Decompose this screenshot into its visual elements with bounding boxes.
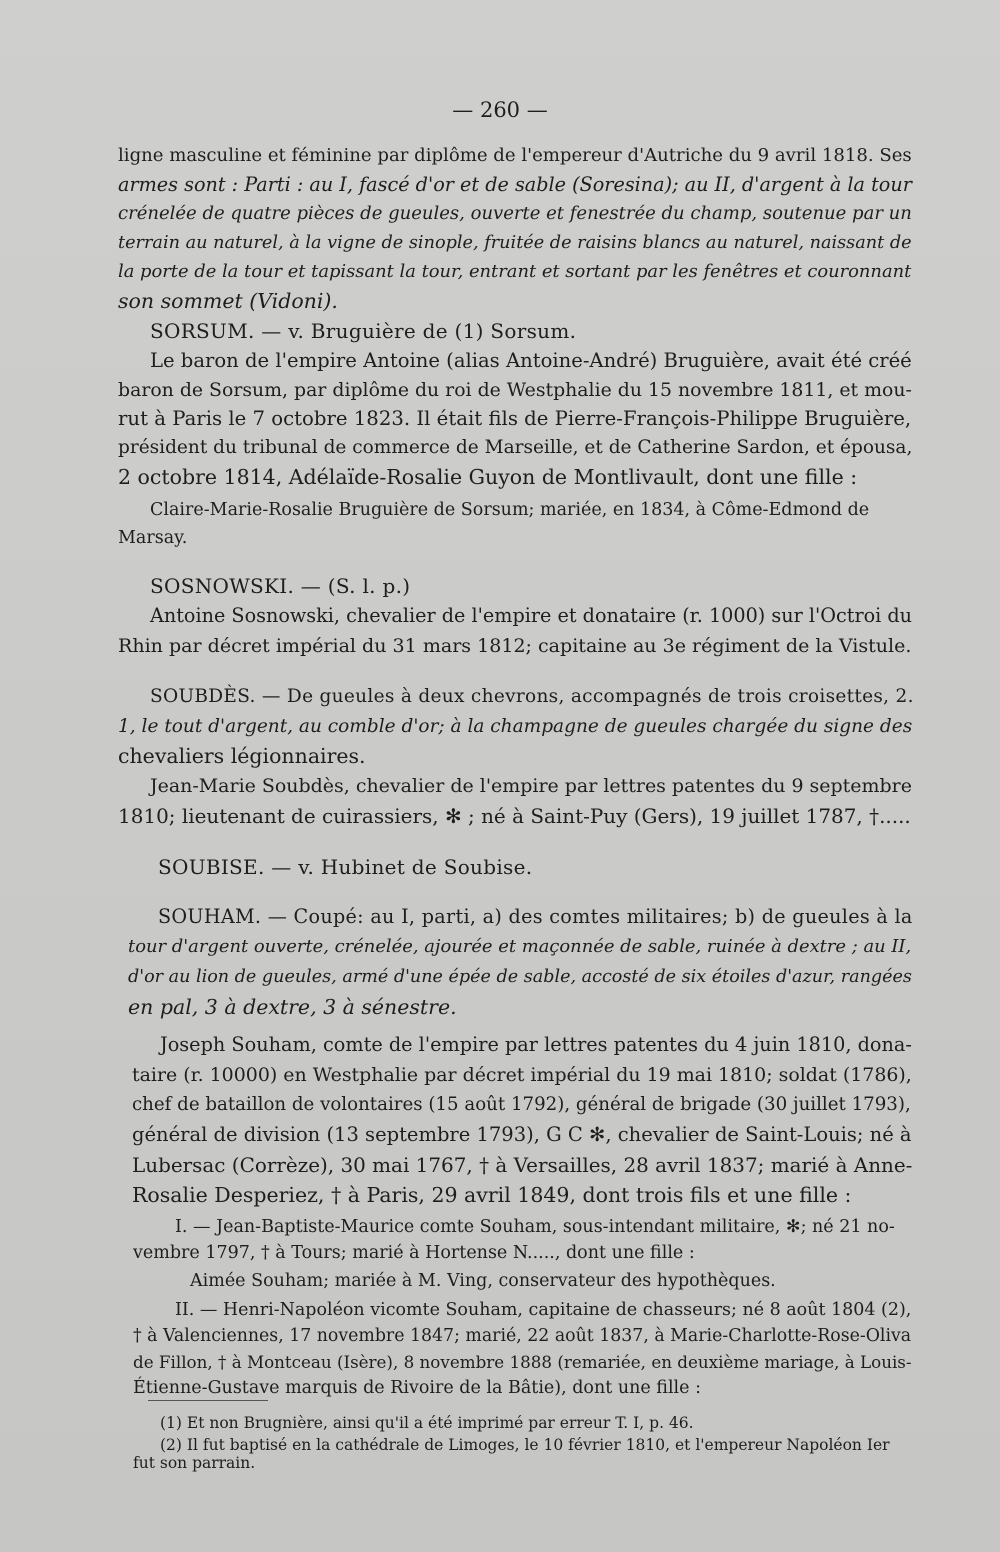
text-line: 2 octobre 1814, Adélaïde-Rosalie Guyon de Montlivault, dont une fille :	[118, 465, 858, 489]
text-line: Jean-Marie Soubdès, chevalier de l'empire par lettres patentes du 9 septembre	[150, 775, 912, 797]
text-line: 1810; lieutenant de cuirassiers, ✻ ; né à Saint-Puy (Gers), 19 juillet 1787, †.....	[118, 804, 911, 828]
text-line: en pal, 3 à dextre, 3 à sénestre.	[128, 995, 457, 1019]
text-line: Marsay.	[118, 528, 188, 548]
footnote: (2) Il fut baptisé en la cathédrale de Limoges, le 10 février 1810, et l'empereur Napoléon Ier	[160, 1436, 890, 1454]
entry-heading-sorsum: SORSUM. — v. Bruguière de (1) Sorsum.	[150, 319, 577, 343]
entry-heading-soubdes: SOUBDÈS. — De gueules à deux chevrons, accompagnés de trois croisettes, 2.	[150, 686, 914, 707]
text-line: Claire-Marie-Rosalie Bruguière de Sorsum; mariée, en 1834, à Côme-Edmond de	[150, 500, 870, 520]
text-line: d'or au lion de gueules, armé d'une épée de sable, accosté de six étoiles d'azur, rangées	[128, 967, 912, 987]
footnote: fut son parrain.	[133, 1454, 256, 1472]
text-line: de Fillon, † à Montceau (Isère), 8 novembre 1888 (remariée, en deuxième mariage, à Louis-	[133, 1352, 912, 1372]
text-line: baron de Sorsum, par diplôme du roi de Westphalie du 15 novembre 1811, et mou-	[118, 379, 912, 401]
text-line: vembre 1797, † à Tours; marié à Hortense N....., dont une fille :	[133, 1243, 695, 1263]
text-line: armes sont : Parti : au I, fascé d'or et de sable (Soresina); au II, d'argent à la tour	[118, 173, 912, 196]
text-line: Rhin par décret impérial du 31 mars 1812; capitaine au 3e régiment de la Vistule.	[118, 635, 912, 657]
text-line: chef de bataillon de volontaires (15 août 1792), général de brigade (30 juillet 1793),	[132, 1094, 911, 1115]
footnote: (1) Et non Brugnière, ainsi qu'il a été imprimé par erreur T. I, p. 46.	[160, 1414, 694, 1432]
text-line: Aimée Souham; mariée à M. Ving, conservateur des hypothèques.	[190, 1271, 776, 1291]
text-line: terrain au naturel, à la vigne de sinople, fruitée de raisins blancs au naturel, naissant de	[118, 233, 912, 253]
text-line: général de division (13 septembre 1793), G C ✻, chevalier de Saint-Louis; né à	[132, 1123, 912, 1146]
text-line: II. — Henri-Napoléon vicomte Souham, capitaine de chasseurs; né 8 août 1804 (2),	[175, 1300, 912, 1320]
text-line: chevaliers légionnaires.	[118, 744, 366, 768]
text-line: la porte de la tour et tapissant la tour, entrant et sortant par les fenêtres et couronnant	[118, 261, 912, 282]
text-line: Joseph Souham, comte de l'empire par lettres patentes du 4 juin 1810, dona-	[160, 1033, 912, 1056]
text-line: Lubersac (Corrèze), 30 mai 1767, † à Versailles, 28 avril 1837; marié à Anne-	[132, 1153, 913, 1177]
text-line: tour d'argent ouverte, crénelée, ajourée et maçonnée de sable, ruinée à dextre ; au II,	[128, 936, 912, 957]
entry-heading-soubise: SOUBISE. — v. Hubinet de Soubise.	[158, 855, 533, 879]
text-line: rut à Paris le 7 octobre 1823. Il était fils de Pierre-François-Philippe Bruguière,	[118, 407, 912, 430]
text-line: I. — Jean-Baptiste-Maurice comte Souham, sous-intendant militaire, ✻; né 21 no-	[175, 1217, 895, 1237]
text-line: Rosalie Desperiez, † à Paris, 29 avril 1849, dont trois fils et une fille :	[132, 1183, 852, 1207]
text-line: président du tribunal de commerce de Marseille, et de Catherine Sardon, et épousa,	[118, 437, 913, 458]
entry-heading-sosnowski: SOSNOWSKI. — (S. l. p.)	[150, 574, 411, 598]
entry-heading-souham: SOUHAM. — Coupé: au I, parti, a) des comtes militaires; b) de gueules à la	[158, 905, 913, 928]
text-line: son sommet (Vidoni).	[118, 289, 338, 313]
text-line: Étienne-Gustave marquis de Rivoire de la Bâtie), dont une fille :	[133, 1378, 701, 1398]
text-line: ligne masculine et féminine par diplôme de l'empereur d'Autriche du 9 avril 1818. Ses	[118, 145, 912, 166]
text-line: taire (r. 10000) en Westphalie par décret impérial du 19 mai 1810; soldat (1786),	[132, 1064, 912, 1086]
text-line: crénelée de quatre pièces de gueules, ouverte et fenestrée du champ, soutenue par un	[118, 203, 912, 224]
text-line: 1, le tout d'argent, au comble d'or; à la champagne de gueules chargée du signe des	[118, 716, 913, 737]
text-line: Le baron de l'empire Antoine (alias Antoine-André) Bruguière, avait été créé	[150, 349, 912, 372]
page-number: — 260 —	[452, 98, 548, 122]
footnote-separator	[148, 1400, 268, 1401]
text-line: † à Valenciennes, 17 novembre 1847; marié, 22 août 1837, à Marie-Charlotte-Rose-Oliva	[133, 1326, 912, 1346]
text-line: Antoine Sosnowski, chevalier de l'empire et donataire (r. 1000) sur l'Octroi du	[150, 604, 913, 627]
